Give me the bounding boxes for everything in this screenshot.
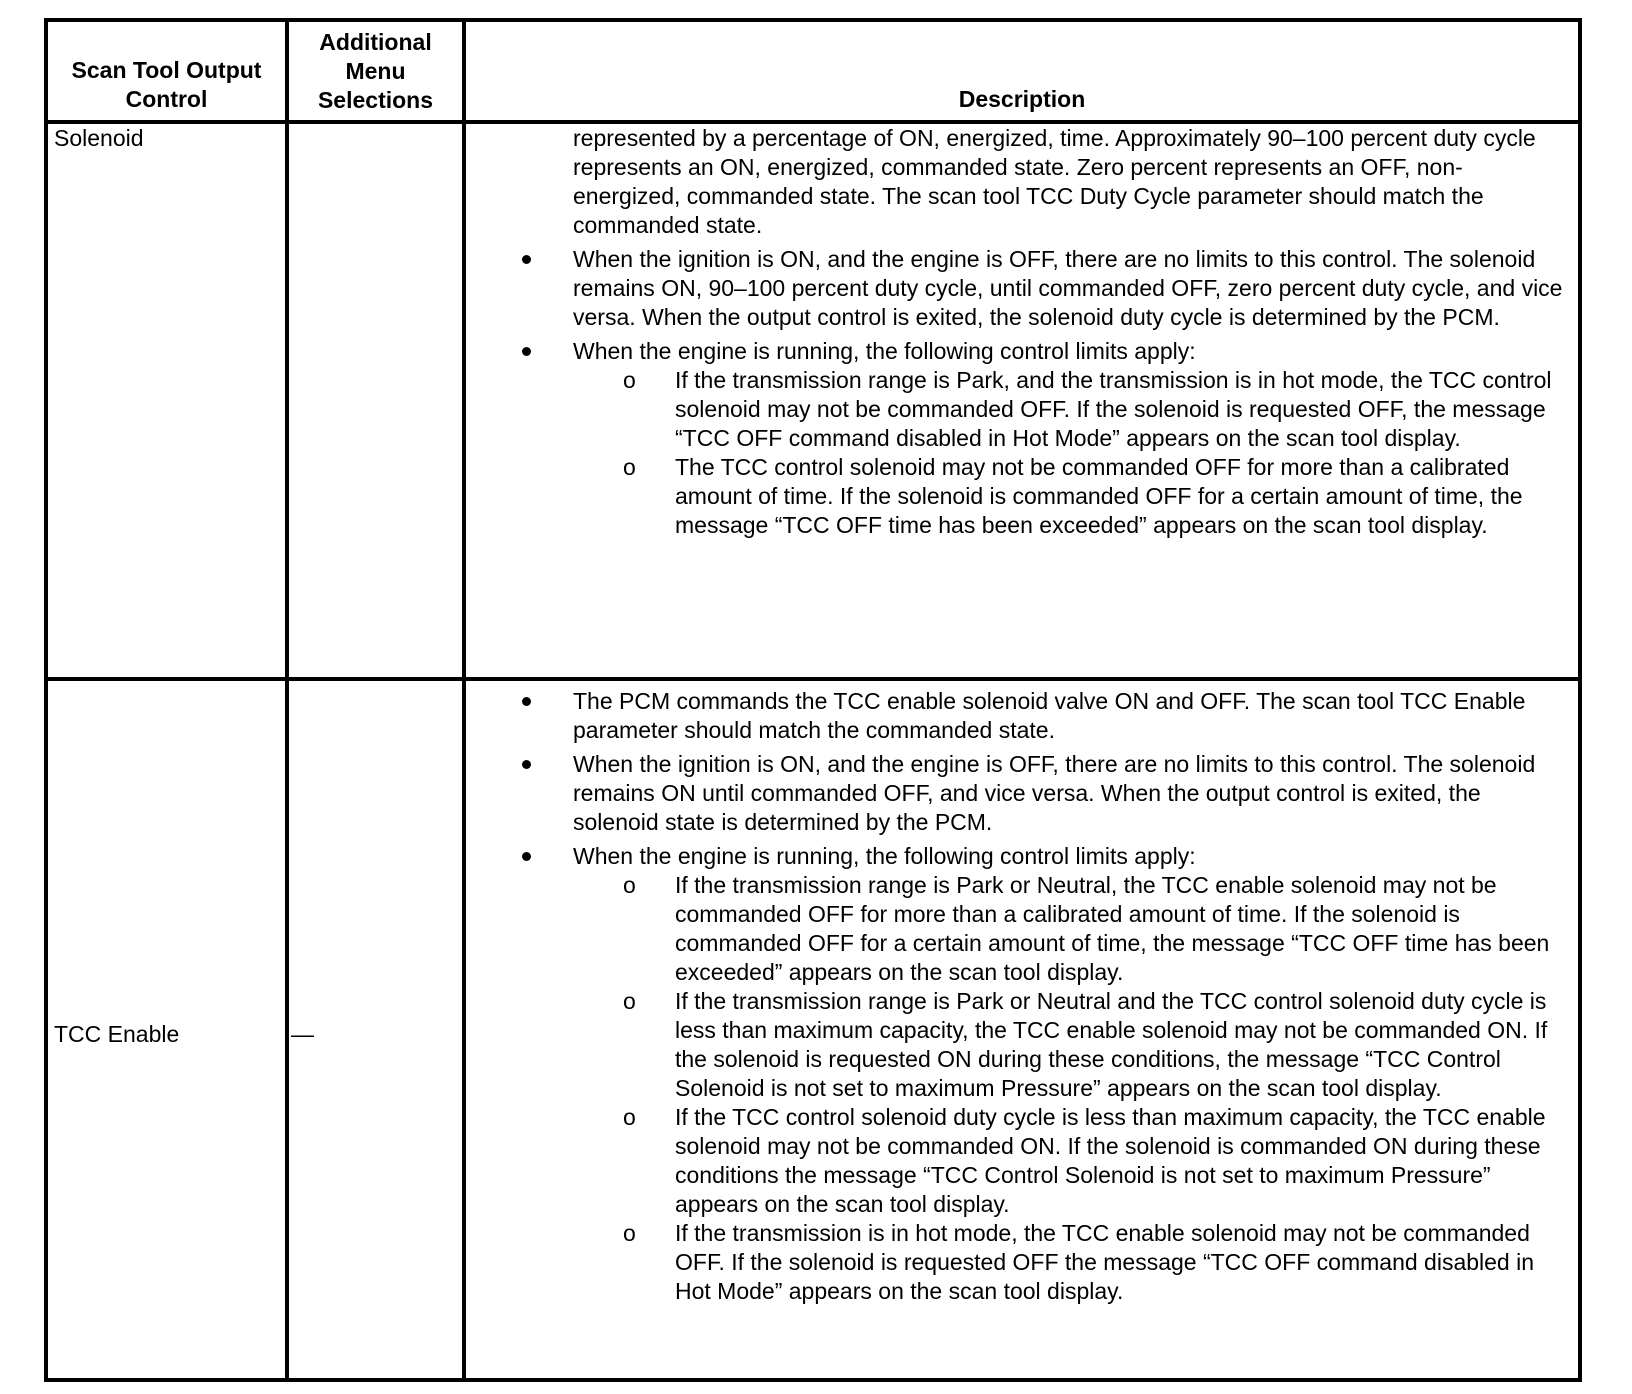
row-tcc-enable-description [48,687,1578,1306]
bullet-icon [522,245,531,274]
row-tcc-enable-menu: — [291,1021,314,1047]
list-item [48,750,1578,837]
bullet-icon [522,842,531,871]
solenoid-lead-paragraph: represented by a percentage of ON, energized, time. Approximately 90–100 percent duty cycle represents an ON, energized, commanded state. Zero percent represents an OFF, non-energized, commanded state. The scan tool TCC Duty Cycle parameter should match the commanded state. [573,125,1536,238]
header-description: Description [958,86,1086,112]
circle-bullet-icon: o [623,1220,636,1246]
bullet-icon [522,750,531,779]
row-solenoid-control: Solenoid [54,125,144,151]
list-item [48,842,1578,871]
sub-bullet-text: If the transmission is in hot mode, the TCC enable solenoid may not be commanded OFF. If the solenoid is requested OFF the message “TCC OFF command disabled in Hot Mode” appears on the scan tool display. [675,1220,1535,1304]
scan-tool-output-control-table [44,18,1582,1382]
bullet-text: When the ignition is ON, and the engine is OFF, there are no limits to this control. The solenoid remains ON, 90–100 percent duty cycle, until commanded OFF, zero percent duty cycle, and vice versa. When the output control is exited, the solenoid duty cycle is determined by the PCM. [573,246,1563,330]
circle-bullet-icon: o [623,454,636,480]
bullet-icon [522,687,531,716]
row-divider [48,677,1578,681]
bullet-text: When the ignition is ON, and the engine is OFF, there are no limits to this control. The solenoid remains ON until commanded OFF, and vice versa. When the output control is exited, the solenoid state is determined by the PCM. [573,751,1536,835]
sub-list-item [48,987,1578,1103]
sub-bullet-text: If the transmission range is Park or Neutral and the TCC control solenoid duty cycle is less than maximum capacity, the TCC enable solenoid may not be commanded ON. If the solenoid is requested ON during these conditions, the message “TCC Control Solenoid is not set to maximum Pressure” appears on the scan tool display. [675,988,1548,1101]
sub-list-item [48,453,1578,540]
header-additional-menu-selections: Additional Menu Selections [317,29,434,113]
sub-list-item [48,1219,1578,1306]
sub-bullet-text: The TCC control solenoid may not be commanded OFF for more than a calibrated amount of time. If the solenoid is commanded OFF for a certain amount of time, the message “TCC OFF time has been exceeded” appears on the scan tool display. [675,454,1523,538]
circle-bullet-icon: o [623,367,636,393]
circle-bullet-icon: o [623,1104,636,1130]
sub-bullet-text: If the transmission range is Park, and the transmission is in hot mode, the TCC control solenoid may not be commanded OFF. If the solenoid is requested OFF, the message “TCC OFF command disabled in Hot Mode” appears on the scan tool display. [675,367,1552,451]
bullet-icon [522,337,531,366]
sub-list-item [48,871,1578,987]
circle-bullet-icon: o [623,988,636,1014]
header-scan-tool-output-control: Scan Tool Output Control [71,57,262,112]
sub-list-item [48,1103,1578,1219]
bullet-text: When the engine is running, the following control limits apply: [573,843,1196,869]
sub-bullet-text: If the transmission range is Park or Neutral, the TCC enable solenoid may not be commanded OFF for more than a calibrated amount of time. If the solenoid is commanded OFF for a certain amount of time, the message “TCC OFF time has been exceeded” appears on the scan tool display. [675,872,1550,985]
sub-list-item [48,366,1578,453]
list-item [48,687,1578,745]
row-tcc-enable-control: TCC Enable [54,1021,180,1047]
bullet-text: The PCM commands the TCC enable solenoid valve ON and OFF. The scan tool TCC Enable parameter should match the commanded state. [573,688,1526,743]
row-solenoid-description [48,124,1578,540]
circle-bullet-icon: o [623,872,636,898]
bullet-text: When the engine is running, the following control limits apply: [573,338,1196,364]
sub-bullet-text: If the TCC control solenoid duty cycle is less than maximum capacity, the TCC enable solenoid may not be commanded ON. If the solenoid is commanded ON during these conditions the message “TCC Control Solenoid is not set to maximum Pressure” appears on the scan tool display. [675,1104,1546,1217]
list-item [48,337,1578,366]
list-item [48,245,1578,332]
